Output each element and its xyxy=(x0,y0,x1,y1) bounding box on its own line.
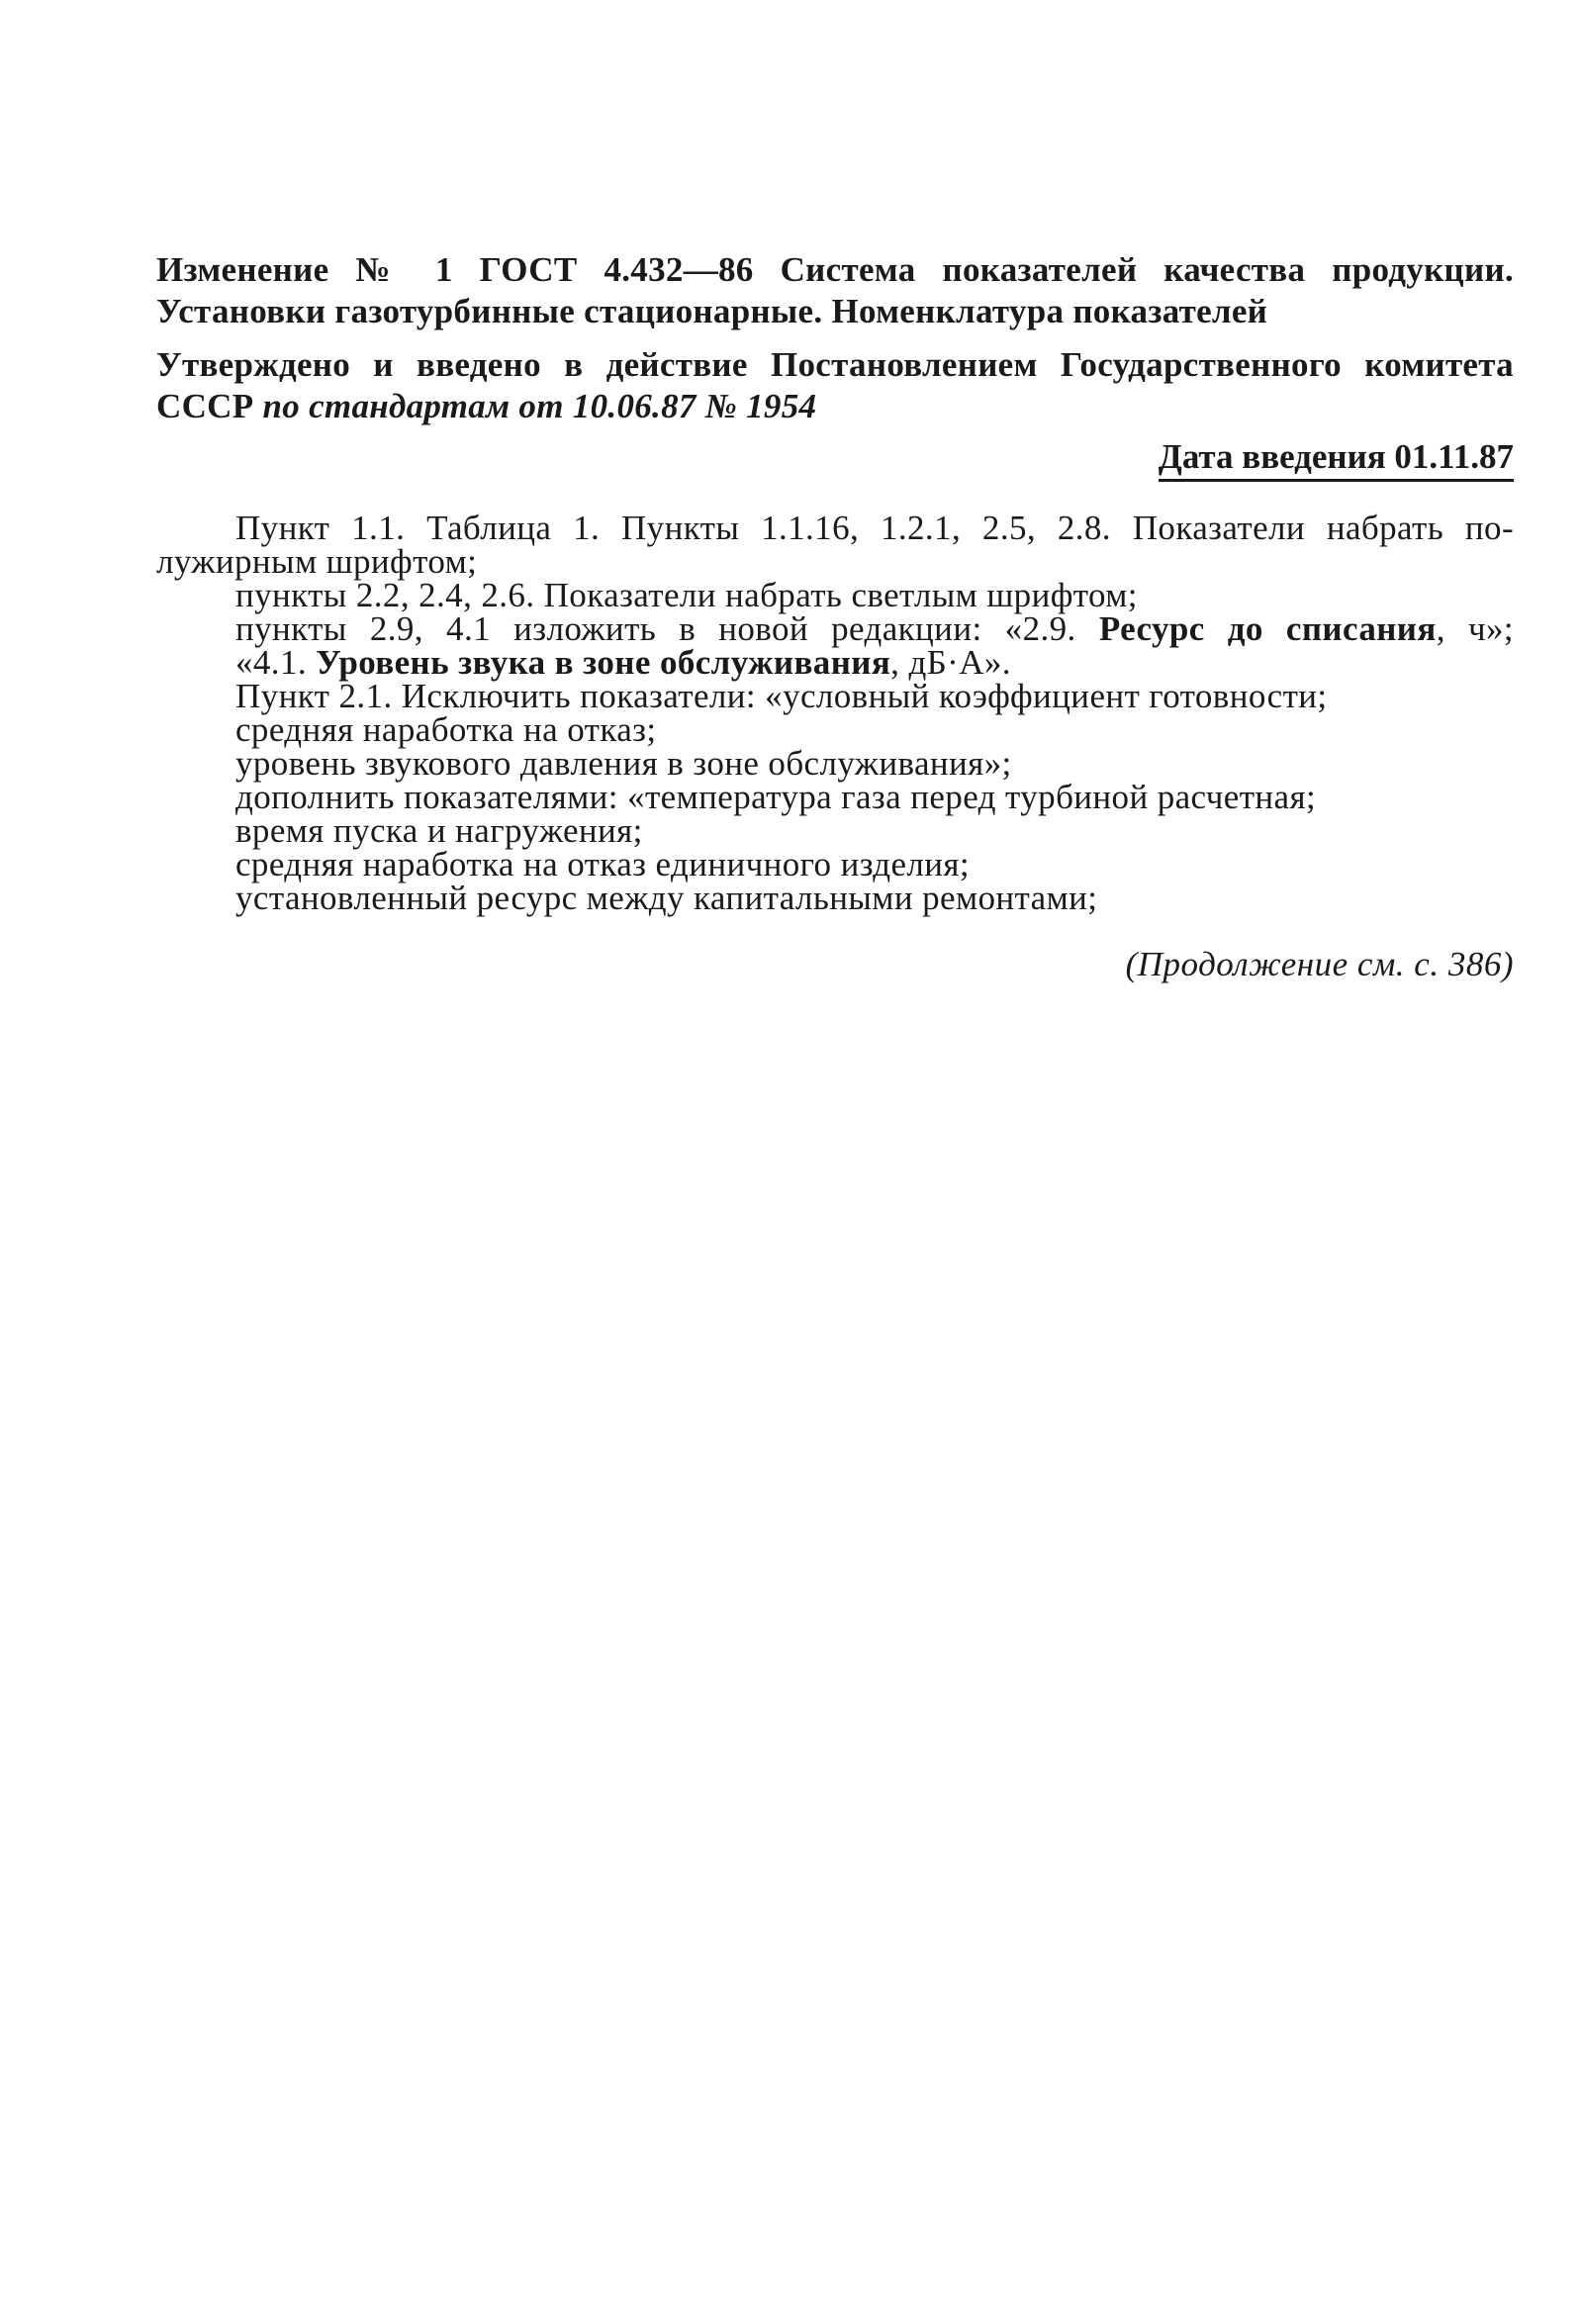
effective-date: Дата введения 01.11.87 xyxy=(1159,437,1514,482)
continuation-note: (Продолжение см. с. 386) xyxy=(1125,945,1514,983)
amendment-text xyxy=(156,511,1514,915)
text-fragment: пункты 2.9, 4.1 изложить в новой редакции: «2.9. xyxy=(235,609,1099,648)
text-fragment: , ч»; xyxy=(1436,609,1514,648)
title-line: Установки газотурбинные стационарные. Номенклатура показателей xyxy=(156,292,1268,330)
text-line: лужирным шрифтом; xyxy=(156,542,478,581)
effective-date-row xyxy=(156,437,1514,482)
approval-line xyxy=(156,386,1514,427)
document-page xyxy=(156,249,1514,984)
approval-statement xyxy=(156,344,1514,427)
approval-line: Утверждено и введено в действие Постановлением Государственного комитета xyxy=(156,345,1514,384)
title-line: Изменение № 1 ГОСТ 4.432—86 Система показателей качества продукции. xyxy=(156,250,1514,289)
text-line: время пуска и нагружения; xyxy=(235,811,643,850)
approval-decree: по стандартам от 10.06.87 № 1954 xyxy=(262,387,817,425)
text-line xyxy=(156,609,1514,648)
document-title xyxy=(156,249,1514,332)
text-line: Пункт 2.1. Исключить показатели: «условный коэффициент готовности; xyxy=(235,677,1328,715)
text-fragment: , дБ·А». xyxy=(890,643,1011,682)
text-fragment: «4.1. xyxy=(235,643,317,682)
text-line: Пункт 1.1. Таблица 1. Пункты 1.1.16, 1.2.1, 2.5, 2.8. Показатели набрать по- xyxy=(235,509,1514,547)
bold-term: Ресурс до списания xyxy=(1098,609,1437,648)
text-line: пункты 2.2, 2.4, 2.6. Показатели набрать светлым шрифтом; xyxy=(235,576,1138,614)
text-line: дополнить показателями: «температура газа перед турбиной расчетная; xyxy=(235,778,1317,816)
text-line: средняя наработка на отказ; xyxy=(235,710,657,749)
bold-term: Уровень звука в зоне обслуживания xyxy=(316,643,891,682)
text-line xyxy=(156,643,1514,682)
text-line: средняя наработка на отказ единичного изделия; xyxy=(235,845,971,883)
text-line: установленный ресурс между капитальными ремонтами; xyxy=(235,879,1098,917)
approval-org: СССР xyxy=(156,387,263,425)
text-line: уровень звукового давления в зоне обслуживания»; xyxy=(235,744,1012,783)
